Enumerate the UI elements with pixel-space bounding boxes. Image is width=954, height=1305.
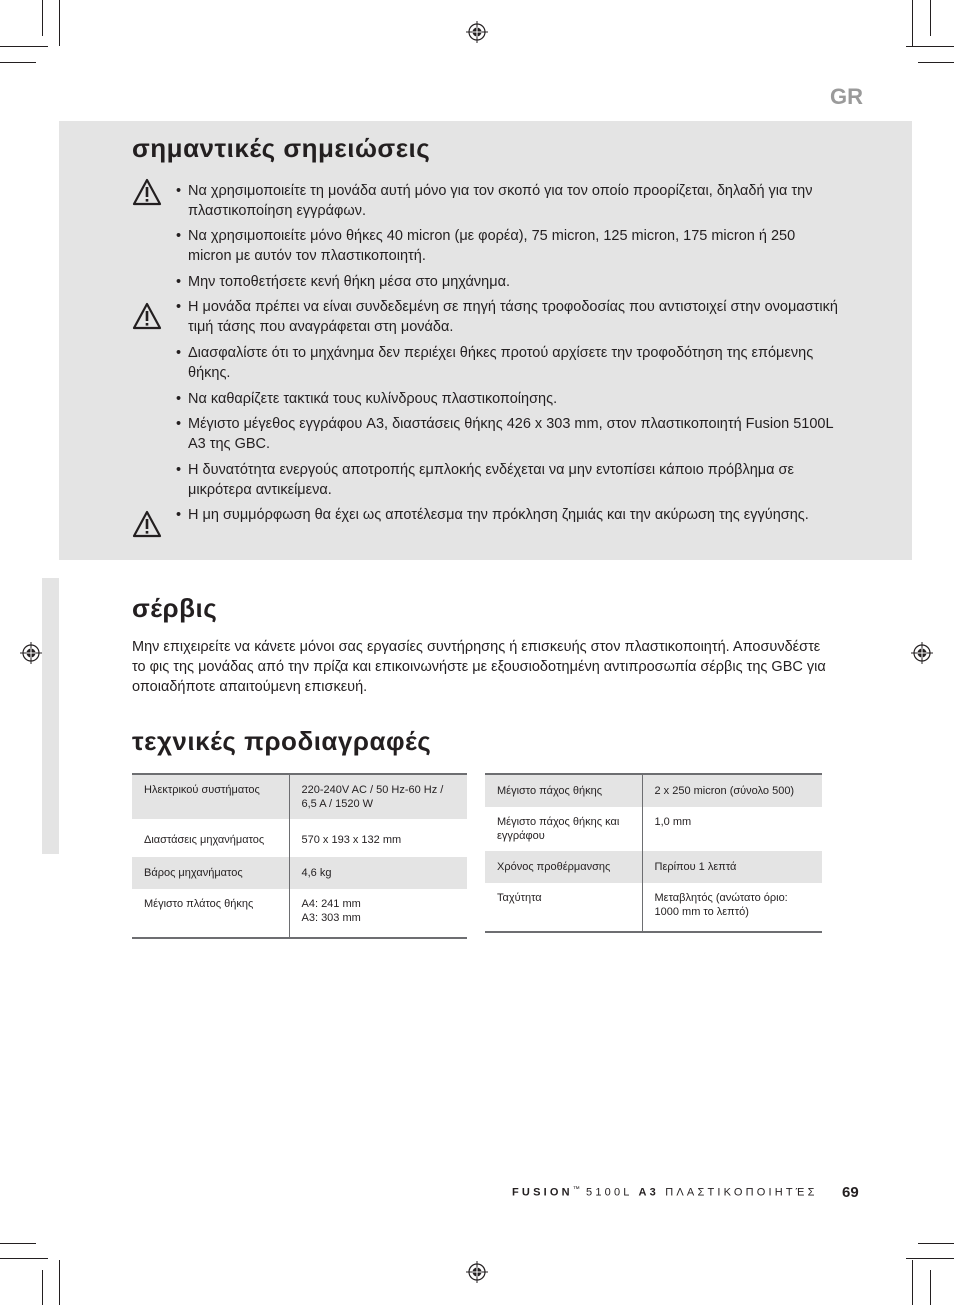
crop-mark xyxy=(0,62,36,63)
crop-mark xyxy=(930,0,931,36)
note-item: • Μην τοποθετήσετε κενή θήκη μέσα στο μηχάνημα. xyxy=(176,273,838,293)
warning-triangle-icon xyxy=(132,178,162,206)
specs-table-right xyxy=(485,773,822,933)
table-row xyxy=(132,889,467,938)
page-number: 69 xyxy=(842,1184,859,1201)
note-item: • Η μη συμμόρφωση θα έχει ως αποτέλεσμα την πρόκληση ζημιάς και την ακύρωση της εγγύησης. xyxy=(176,506,838,526)
warning-triangle-icon xyxy=(132,510,162,538)
service-title: σέρβις xyxy=(132,593,218,623)
note-item: • Να χρησιμοποιείτε μόνο θήκες 40 micron (με φορέα), 75 micron, 125 micron, 175 micron ή 250 micron με αυτόν τον πλαστικοποιητή. xyxy=(176,227,838,266)
footer-product-line xyxy=(512,1186,818,1199)
table-row xyxy=(485,774,822,807)
spec-value: 4,6 kg xyxy=(289,857,467,889)
crop-mark xyxy=(0,1243,36,1244)
note-item: • Διασφαλίστε ότι το μηχάνημα δεν περιέχει θήκες προτού αρχίσετε την τροφοδότηση της επόμενης θήκης. xyxy=(176,344,838,383)
note-item: • Να χρησιμοποιείτε τη μονάδα αυτή μόνο για τον σκοπό για τον οποίο προορίζεται, δηλαδή για την πλαστικοποίηση εγγράφων. xyxy=(176,182,838,221)
spec-label: Ταχύτητα xyxy=(485,883,642,932)
spec-label: Μέγιστο πλάτος θήκης xyxy=(132,889,289,938)
spec-value: Περίπου 1 λεπτά xyxy=(642,851,822,883)
table-row xyxy=(132,857,467,889)
registration-mark-icon xyxy=(911,642,933,664)
spec-label: Μέγιστο πάχος θήκης και εγγράφου xyxy=(485,807,642,851)
crop-mark xyxy=(912,1260,913,1305)
specs-title: τεχνικές προδιαγραφές xyxy=(132,726,432,756)
spec-value: 2 x 250 micron (σύνολο 500) xyxy=(642,774,822,807)
spec-value: Μεταβλητός (ανώτατο όριο: 1000 mm το λεπτό) xyxy=(654,892,788,918)
notes-title: σημαντικές σημειώσεις xyxy=(132,133,431,163)
crop-mark xyxy=(906,46,954,47)
crop-mark xyxy=(918,1243,954,1244)
note-item: • Μέγιστο μέγεθος εγγράφου A3, διαστάσεις θήκης 426 x 303 mm, στον πλαστικοποιητή Fusion 5100L A3 της GBC. xyxy=(176,415,838,454)
table-row xyxy=(485,851,822,883)
spec-value: 220-240V AC / 50 Hz-60 Hz / 6,5 A / 1520 W xyxy=(289,774,467,819)
crop-mark xyxy=(59,1260,60,1305)
spec-label: Χρόνος προθέρμανσης xyxy=(485,851,642,883)
footer-size: A3 xyxy=(638,1186,659,1199)
table-row xyxy=(485,807,822,851)
spec-label: Βάρος μηχανήματος xyxy=(132,857,289,889)
note-item: • Η μονάδα πρέπει να είναι συνδεδεμένη σε πηγή τάσης τροφοδοσίας που αντιστοιχεί στην ονομαστική τιμή τάσης που αναγράφεται στη μονάδα. xyxy=(176,298,838,337)
crop-mark xyxy=(0,1258,48,1259)
crop-mark xyxy=(0,46,48,47)
registration-mark-icon xyxy=(20,642,42,664)
spec-label: Μέγιστο πάχος θήκης xyxy=(485,774,642,807)
service-text: Μην επιχειρείτε να κάνετε μόνοι σας εργασίες συντήρησης ή επισκευής στον πλαστικοποιητή. Αποσυνδέστε το φις της μονάδας από την πρίζα και επικοινωνήστε με εξουσιοδοτημένη αντιπροσωπία σέρβις της GBC για οποιαδήποτε απαιτούμενη επισκευή. xyxy=(132,639,826,695)
footer-model: 5100L xyxy=(586,1186,633,1199)
specs-table-left xyxy=(132,773,467,939)
table-row xyxy=(132,819,467,857)
table-row xyxy=(132,774,467,819)
table-row xyxy=(485,883,822,932)
footer-product: ΠΛΑΣΤΙΚΟΠΟΙΗΤΈΣ xyxy=(665,1186,818,1199)
crop-mark xyxy=(42,1270,43,1305)
footer-brand: FUSION xyxy=(512,1186,573,1199)
crop-mark xyxy=(912,0,913,46)
spec-value: A4: 241 mm A3: 303 mm xyxy=(301,898,361,924)
spec-label: Διαστάσεις μηχανήματος xyxy=(132,819,289,857)
crop-mark xyxy=(59,0,60,46)
registration-mark-icon xyxy=(466,21,488,43)
warning-triangle-icon xyxy=(132,302,162,330)
crop-mark xyxy=(42,0,43,36)
spec-value: 1,0 mm xyxy=(654,816,692,828)
side-tab xyxy=(42,578,59,854)
note-item: • Η δυνατότητα ενεργούς αποτροπής εμπλοκής ενδέχεται να μην εντοπίσει κάποιο πρόβλημα σε μικρότερα αντικείμενα. xyxy=(176,461,838,500)
language-code: GR xyxy=(830,84,863,109)
footer-trademark: ™ xyxy=(572,1186,580,1193)
spec-value: 570 x 193 x 132 mm xyxy=(301,834,402,846)
crop-mark xyxy=(918,62,954,63)
crop-mark xyxy=(930,1270,931,1305)
note-item: • Να καθαρίζετε τακτικά τους κυλίνδρους πλαστικοποίησης. xyxy=(176,390,838,410)
spec-label: Ηλεκτρικού συστήματος xyxy=(132,774,289,819)
registration-mark-icon xyxy=(466,1261,488,1283)
crop-mark xyxy=(906,1258,954,1259)
